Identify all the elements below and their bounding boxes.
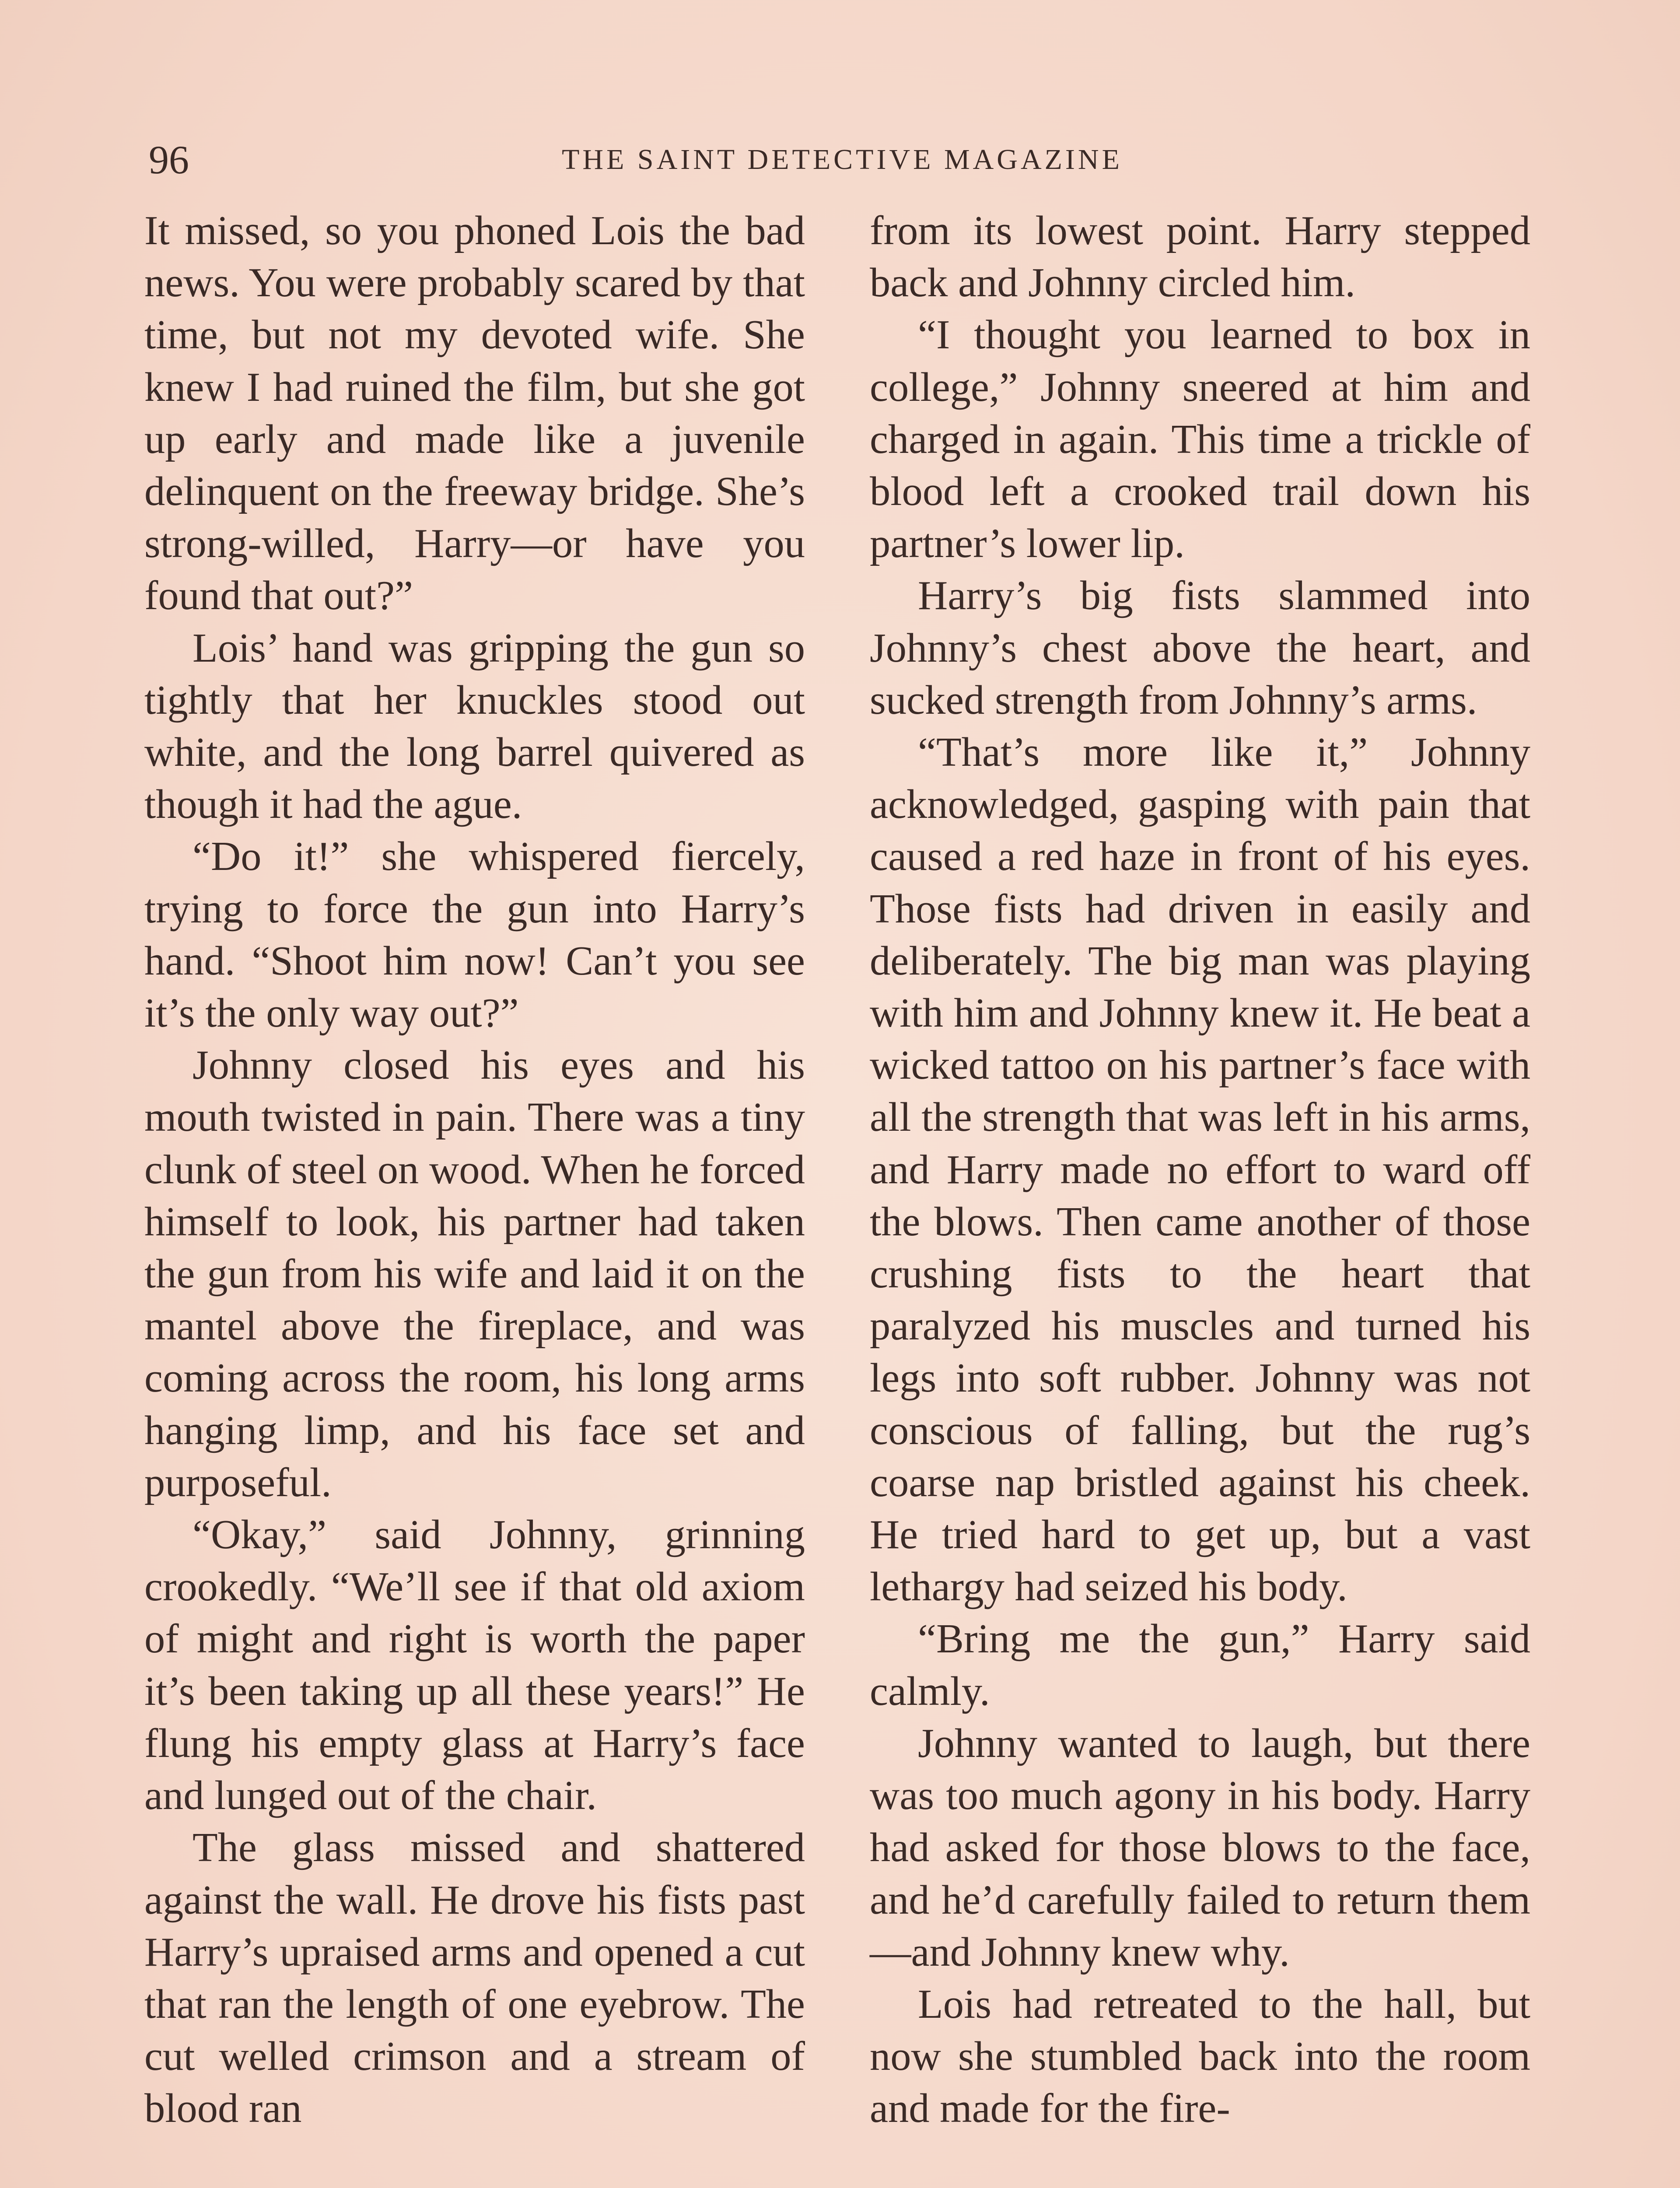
paragraph: Harry’s big fists slammed into Johnny’s chest above the heart, and sucked strength from Johnny’s arms. [870, 573, 1530, 723]
paragraph: “Bring me the gun,” Harry said calmly. [870, 1616, 1530, 1714]
paragraph: from its lowest point. Harry stepped back and Johnny circled him. [870, 208, 1530, 306]
paragraph: “Do it!” she whispered fiercely, trying to force the gun into Harry’s hand. “Shoot him now! Can’t you see it’s the only way out?” [144, 834, 805, 1036]
page-number: 96 [149, 137, 189, 182]
paragraph: Johnny closed his eyes and his mouth twisted in pain. There was a tiny clunk of steel on wood. When he forced himself to look, his partner had taken the gun from his wife and laid it on the mantel above the fireplace, and was coming across the room, his long arms hanging limp, and his face set and purposeful. [144, 1042, 805, 1505]
right-column [870, 205, 1530, 2135]
paragraph: “Okay,” said Johnny, grinning crookedly. “We’ll see if that old axiom of might and right is worth the paper it’s been taking up all these years!” He flung his empty glass at Harry’s face and lunged out of the chair. [144, 1512, 805, 1819]
paragraph: “I thought you learned to box in college,” Johnny sneered at him and charged in again. This time a trickle of blood left a crooked trail down his partner’s lower lip. [870, 312, 1530, 567]
paragraph: “That’s more like it,” Johnny acknowledged, gasping with pain that caused a red haze in front of his eyes. Those fists had driven in easily and deliberately. The big man was playing with him and Johnny knew it. He beat a wicked tattoo on his partner’s face with all the strength that was left in his arms, and Harry made no effort to ward off the blows. Then came another of those crushing fists to the heart that paralyzed his muscles and turned his legs into soft rubber. Johnny was not conscious of falling, but the rug’s coarse nap bristled against his cheek. He tried hard to get up, but a vast lethargy had seized his body. [870, 729, 1530, 1610]
paragraph: Johnny wanted to laugh, but there was too much agony in his body. Harry had asked for those blows to the face, and he’d carefully failed to return them—and Johnny knew why. [870, 1720, 1530, 1975]
left-column [144, 205, 805, 2135]
paragraph: It missed, so you phoned Lois the bad news. You were probably scared by that time, but not my devoted wife. She knew I had ruined the film, but she got up early and made like a juvenile delinquent on the freeway bridge. She’s strong-willed, Harry—or have you found that out?” [144, 208, 805, 619]
paragraph: Lois had retreated to the hall, but now she stumbled back into the room and made for the fire- [870, 1981, 1530, 2132]
paragraph: The glass missed and shattered against the wall. He drove his fists past Harry’s upraised arms and opened a cut that ran the length of one eyebrow. The cut welled crimson and a stream of blood ran [144, 1825, 805, 2132]
paragraph: Lois’ hand was gripping the gun so tightly that her knuckles stood out white, and the long barrel quivered as though it had the ague. [144, 625, 805, 828]
page-header [149, 127, 1536, 193]
running-title: THE SAINT DETECTIVE MAGAZINE [562, 144, 1123, 175]
